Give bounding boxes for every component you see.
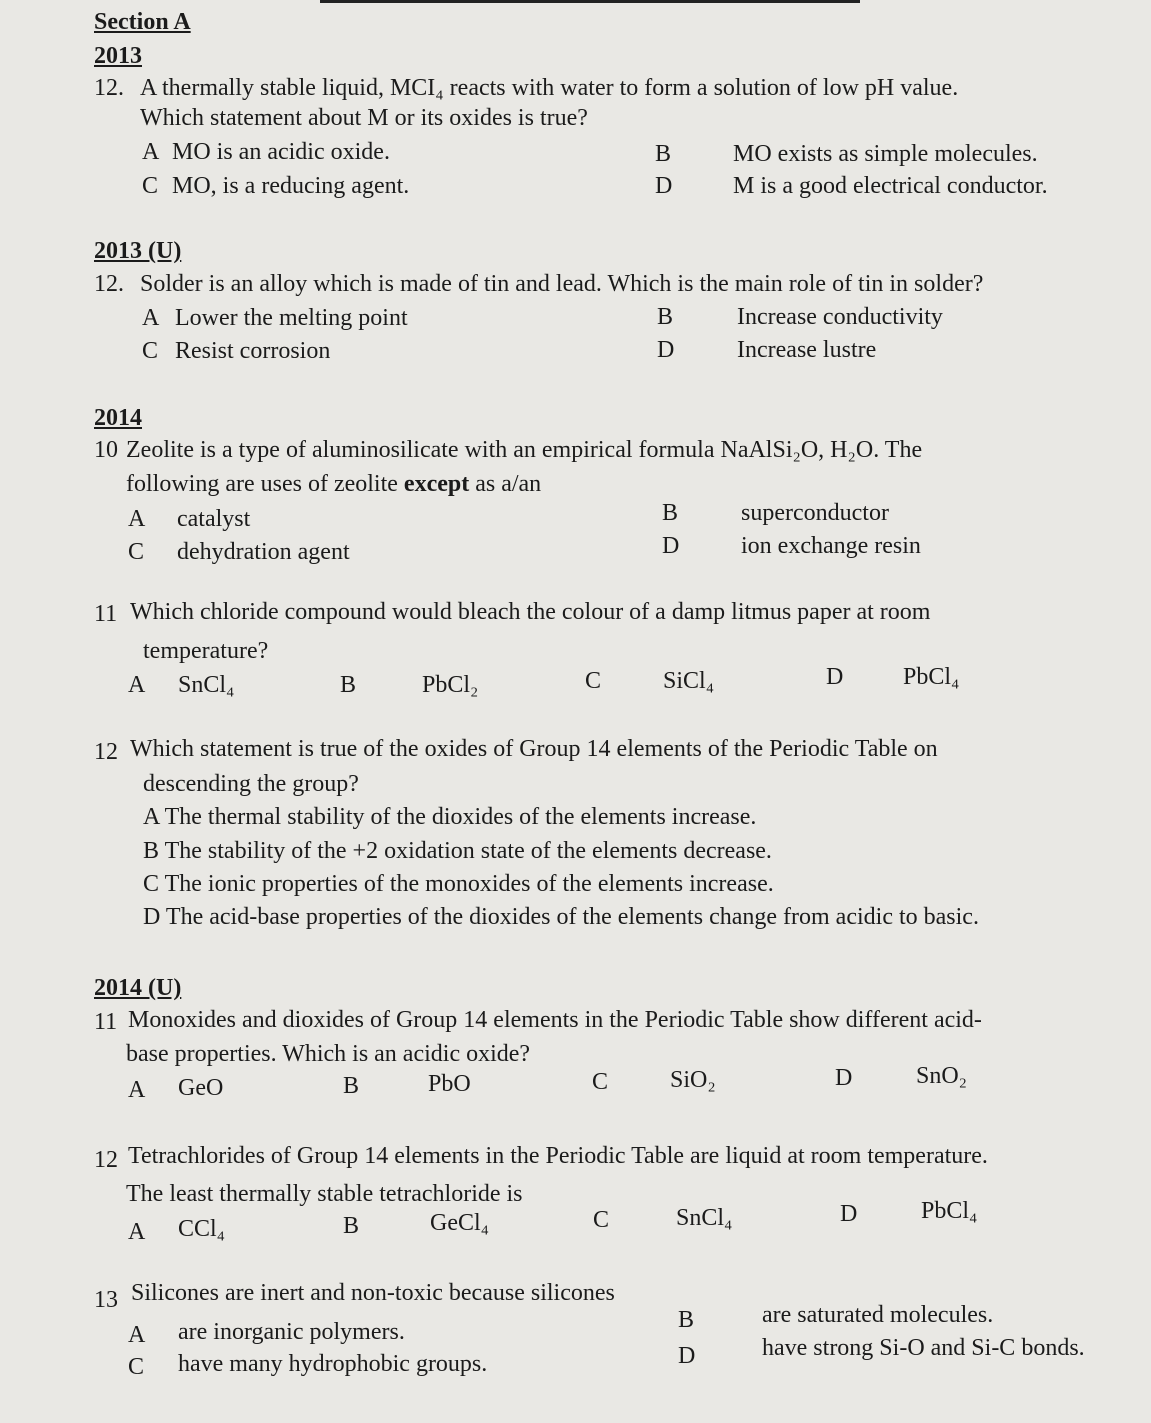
- year-heading-2013: 2013: [94, 43, 142, 69]
- option-letter: D: [657, 337, 675, 363]
- option-letter: D: [143, 904, 161, 930]
- option-text: GeCl₄: [430, 1210, 490, 1236]
- year-heading-2013-u: 2013 (U): [94, 238, 182, 264]
- option-text: CCl₄: [178, 1216, 226, 1242]
- option-letter: A: [142, 139, 160, 165]
- option-text: PbCl₂: [422, 672, 479, 698]
- option-text: SiCl₄: [663, 668, 715, 694]
- option-text: Increase lustre: [737, 337, 877, 363]
- option-text: catalyst: [177, 506, 251, 532]
- question-number: 12.: [94, 75, 124, 101]
- statement-option: [143, 837, 772, 865]
- option-letter: A: [128, 672, 146, 698]
- option-letter: C: [143, 871, 160, 897]
- year-heading-2014-u: 2014 (U): [94, 975, 182, 1001]
- option-text: have strong Si-O and Si-C bonds.: [762, 1335, 1085, 1361]
- question-number: 10: [94, 437, 118, 463]
- option-text: superconductor: [741, 500, 889, 526]
- option-letter: A: [142, 305, 160, 331]
- option-letter: A: [143, 804, 160, 830]
- option-text: SiO₂: [670, 1067, 716, 1093]
- option-text: The ionic properties of the monoxides of the elements increase.: [164, 871, 774, 897]
- option-letter: D: [840, 1201, 858, 1227]
- option-text: Lower the melting point: [175, 305, 408, 331]
- option-letter: B: [143, 838, 160, 864]
- option-text: Resist corrosion: [175, 338, 331, 364]
- stem-text: following are uses of zeolite: [126, 471, 404, 497]
- question-stem-line: Zeolite is a type of aluminosilicate with an empirical formula NaAlSi₂O, H₂O. The: [126, 437, 923, 463]
- option-text: dehydration agent: [177, 539, 350, 565]
- option-text: have many hydrophobic groups.: [178, 1351, 488, 1377]
- option-letter: B: [655, 141, 672, 167]
- question-stem-line: Monoxides and dioxides of Group 14 elements in the Periodic Table show different acid-: [128, 1007, 982, 1033]
- option-text: M is a good electrical conductor.: [733, 173, 1048, 199]
- option-letter: C: [142, 173, 159, 199]
- option-letter: B: [343, 1213, 360, 1239]
- option-letter: C: [128, 539, 145, 565]
- option-text: ion exchange resin: [741, 533, 921, 559]
- option-letter: C: [592, 1069, 609, 1095]
- option-text: The thermal stability of the dioxides of the elements increase.: [164, 804, 757, 830]
- question-number: 12: [94, 739, 118, 765]
- option-letter: A: [128, 506, 146, 532]
- option-letter: B: [662, 500, 679, 526]
- question-number: 13: [94, 1287, 118, 1313]
- option-letter: B: [340, 672, 357, 698]
- option-letter: D: [662, 533, 680, 559]
- question-stem-line: Tetrachlorides of Group 14 elements in the Periodic Table are liquid at room temperature.: [128, 1143, 988, 1169]
- question-stem-line: Which statement about M or its oxides is true?: [140, 105, 588, 131]
- question-stem-line: Solder is an alloy which is made of tin and lead. Which is the main role of tin in solder?: [140, 271, 984, 297]
- question-stem-line: Which chloride compound would bleach the colour of a damp litmus paper at room: [130, 599, 931, 625]
- stem-emphasis: except: [403, 471, 470, 497]
- top-border-line: [320, 0, 860, 3]
- option-letter: C: [128, 1354, 145, 1380]
- statement-option: [143, 903, 979, 931]
- option-text: MO exists as simple molecules.: [733, 141, 1038, 167]
- option-letter: C: [142, 338, 159, 364]
- option-text: SnCl₄: [178, 672, 235, 698]
- option-text: are saturated molecules.: [762, 1302, 994, 1328]
- option-letter: B: [657, 304, 674, 330]
- option-text: PbCl₄: [903, 664, 960, 690]
- option-letter: A: [128, 1322, 146, 1348]
- section-title: Section A: [94, 9, 191, 35]
- question-stem-line: descending the group?: [143, 771, 359, 797]
- option-text: The stability of the +2 oxidation state of the elements decrease.: [164, 838, 772, 864]
- option-text: Increase conductivity: [737, 304, 943, 330]
- question-stem-line: temperature?: [143, 638, 269, 664]
- question-stem-line: Which statement is true of the oxides of Group 14 elements of the Periodic Table on: [130, 736, 938, 762]
- question-number: 12: [94, 1147, 118, 1173]
- statement-option: [143, 803, 756, 831]
- question-number: 12.: [94, 271, 124, 297]
- question-number: 11: [94, 1009, 118, 1035]
- option-letter: D: [655, 173, 673, 199]
- question-stem-line: [126, 470, 541, 498]
- option-text: GeO: [178, 1075, 224, 1101]
- option-text: MO is an acidic oxide.: [172, 139, 390, 165]
- option-letter: C: [593, 1207, 610, 1233]
- stem-text: as a/an: [469, 471, 542, 497]
- option-text: PbCl₄: [921, 1198, 978, 1224]
- option-text: SnO₂: [916, 1063, 968, 1089]
- option-text: are inorganic polymers.: [178, 1319, 405, 1345]
- option-letter: D: [826, 664, 844, 690]
- question-stem-line: The least thermally stable tetrachloride is: [126, 1181, 523, 1207]
- option-letter: B: [678, 1307, 695, 1333]
- option-letter: B: [343, 1073, 360, 1099]
- question-stem-line: base properties. Which is an acidic oxide?: [126, 1041, 531, 1067]
- year-heading-2014: 2014: [94, 405, 142, 431]
- question-number: 11: [94, 601, 118, 627]
- option-text: The acid-base properties of the dioxides of the elements change from acidic to basic.: [165, 904, 979, 930]
- option-letter: A: [128, 1219, 146, 1245]
- option-text: PbO: [428, 1071, 471, 1097]
- question-stem-line: A thermally stable liquid, MCI₄ reacts with water to form a solution of low pH value.: [140, 75, 959, 101]
- option-text: SnCl₄: [676, 1205, 733, 1231]
- option-text: MO, is a reducing agent.: [172, 173, 410, 199]
- option-letter: D: [835, 1065, 853, 1091]
- question-stem-line: Silicones are inert and non-toxic because silicones: [131, 1280, 615, 1306]
- statement-option: [143, 870, 774, 898]
- option-letter: D: [678, 1343, 696, 1369]
- option-letter: A: [128, 1077, 146, 1103]
- option-letter: C: [585, 668, 602, 694]
